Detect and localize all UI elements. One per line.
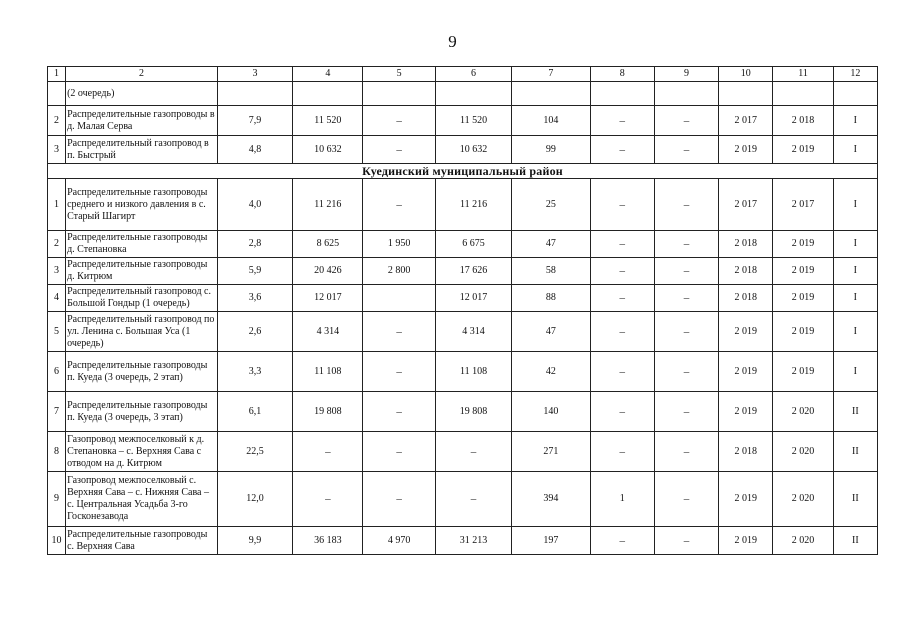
table-row (48, 472, 878, 527)
value-cell: – (590, 527, 654, 555)
value-cell: – (654, 136, 718, 164)
column-header: 10 (719, 67, 773, 82)
value-cell: – (363, 392, 435, 432)
value-cell: 1 (590, 472, 654, 527)
row-number-cell: 8 (48, 432, 66, 472)
value-cell: 88 (512, 285, 590, 312)
value-cell: I (833, 231, 877, 258)
value-cell: 2 017 (719, 179, 773, 231)
value-cell: – (590, 312, 654, 352)
value-cell: – (654, 472, 718, 527)
value-cell: 104 (512, 106, 590, 136)
object-name-cell: Распределительные газопроводы с. Верхняя Сава (66, 527, 218, 555)
table-row (48, 179, 878, 231)
header-row (48, 67, 878, 82)
value-cell: I (833, 136, 877, 164)
value-cell: 2 018 (719, 231, 773, 258)
value-cell: 8 625 (293, 231, 363, 258)
value-cell: 2 018 (773, 106, 833, 136)
value-cell: 2 019 (719, 392, 773, 432)
value-cell: 12,0 (217, 472, 292, 527)
row-number-cell: 4 (48, 285, 66, 312)
value-cell: 12 017 (293, 285, 363, 312)
value-cell: 3,6 (217, 285, 292, 312)
row-number-cell: 3 (48, 136, 66, 164)
value-cell: I (833, 312, 877, 352)
value-cell: 36 183 (293, 527, 363, 555)
value-cell: 2 019 (773, 136, 833, 164)
table-row (48, 258, 878, 285)
value-cell: 31 213 (435, 527, 511, 555)
object-name-cell: Распределительные газопроводы в д. Малая Серва (66, 106, 218, 136)
value-cell: – (590, 392, 654, 432)
value-cell: 4,8 (217, 136, 292, 164)
column-header: 11 (773, 67, 833, 82)
row-number-cell: 6 (48, 352, 66, 392)
value-cell: 2 019 (719, 352, 773, 392)
value-cell: 25 (512, 179, 590, 231)
column-header: 4 (293, 67, 363, 82)
value-cell: 2,6 (217, 312, 292, 352)
table-row (48, 312, 878, 352)
value-cell: 2 019 (773, 258, 833, 285)
object-name-cell: Распределительные газопроводы д. Степановка (66, 231, 218, 258)
value-cell (363, 82, 435, 106)
column-header: 12 (833, 67, 877, 82)
value-cell: 42 (512, 352, 590, 392)
value-cell: 2 018 (719, 285, 773, 312)
column-header: 2 (66, 67, 218, 82)
value-cell (833, 82, 877, 106)
value-cell: 10 632 (293, 136, 363, 164)
value-cell (435, 82, 511, 106)
row-number-cell: 1 (48, 179, 66, 231)
value-cell: – (435, 432, 511, 472)
value-cell: 11 216 (293, 179, 363, 231)
value-cell: 11 216 (435, 179, 511, 231)
value-cell: 4 314 (435, 312, 511, 352)
value-cell: 4 314 (293, 312, 363, 352)
value-cell: II (833, 472, 877, 527)
table-row (48, 527, 878, 555)
value-cell: 197 (512, 527, 590, 555)
value-cell: I (833, 179, 877, 231)
value-cell: – (363, 432, 435, 472)
table-row (48, 432, 878, 472)
column-header: 6 (435, 67, 511, 82)
value-cell: 11 108 (435, 352, 511, 392)
value-cell: II (833, 392, 877, 432)
row-number-cell: 2 (48, 231, 66, 258)
section-title: Куединский муниципальный район (48, 164, 878, 179)
table-row (48, 231, 878, 258)
value-cell: 2,8 (217, 231, 292, 258)
value-cell: – (293, 472, 363, 527)
value-cell: – (654, 106, 718, 136)
value-cell: 9,9 (217, 527, 292, 555)
value-cell: – (654, 231, 718, 258)
object-name-cell: Газопровод межпоселковый к д. Степановка – с. Верхняя Сава с отводом на д. Китрюм (66, 432, 218, 472)
page-number: 9 (448, 32, 457, 51)
column-header: 9 (654, 67, 718, 82)
object-name-cell: Распределительный газопровод по ул. Ленина с. Большая Уса (1 очередь) (66, 312, 218, 352)
value-cell: 2 019 (773, 285, 833, 312)
object-name-cell: Газопровод межпоселковый с. Верхняя Сава – с. Нижняя Сава – с. Центральная Усадьба 3-го Госконезавода (66, 472, 218, 527)
row-number-cell: 7 (48, 392, 66, 432)
value-cell: 2 018 (719, 258, 773, 285)
table-row (48, 136, 878, 164)
object-name-cell: Распределительный газопровод в п. Быстрый (66, 136, 218, 164)
value-cell: 4 970 (363, 527, 435, 555)
value-cell: – (363, 106, 435, 136)
row-number-cell: 10 (48, 527, 66, 555)
value-cell (590, 82, 654, 106)
value-cell: – (590, 432, 654, 472)
value-cell: 19 808 (435, 392, 511, 432)
object-name-cell: Распределительный газопровод с. Большой Гондыр (1 очередь) (66, 285, 218, 312)
value-cell: II (833, 527, 877, 555)
value-cell: I (833, 258, 877, 285)
value-cell: – (654, 392, 718, 432)
value-cell: 140 (512, 392, 590, 432)
value-cell: 2 019 (719, 312, 773, 352)
value-cell: – (590, 352, 654, 392)
row-number-cell (48, 82, 66, 106)
table-row (48, 106, 878, 136)
value-cell: – (654, 179, 718, 231)
value-cell: 271 (512, 432, 590, 472)
value-cell: I (833, 106, 877, 136)
table-row (48, 352, 878, 392)
value-cell: – (590, 136, 654, 164)
value-cell: – (435, 472, 511, 527)
value-cell: – (590, 285, 654, 312)
value-cell (293, 82, 363, 106)
value-cell: 394 (512, 472, 590, 527)
row-number-cell: 5 (48, 312, 66, 352)
row-number-cell: 2 (48, 106, 66, 136)
value-cell: 2 020 (773, 392, 833, 432)
value-cell: 22,5 (217, 432, 292, 472)
value-cell: 2 019 (773, 352, 833, 392)
value-cell: 5,9 (217, 258, 292, 285)
value-cell: – (654, 312, 718, 352)
value-cell: – (363, 179, 435, 231)
value-cell: 6,1 (217, 392, 292, 432)
value-cell: – (654, 285, 718, 312)
value-cell: 11 520 (435, 106, 511, 136)
value-cell: 11 108 (293, 352, 363, 392)
column-header: 8 (590, 67, 654, 82)
section-header-row (48, 164, 878, 179)
value-cell: 2 018 (719, 432, 773, 472)
value-cell: 2 019 (719, 472, 773, 527)
value-cell: 17 626 (435, 258, 511, 285)
row-number-cell: 3 (48, 258, 66, 285)
value-cell (719, 82, 773, 106)
value-cell: 10 632 (435, 136, 511, 164)
value-cell: 3,3 (217, 352, 292, 392)
value-cell: – (363, 136, 435, 164)
value-cell: 2 019 (719, 136, 773, 164)
value-cell: – (363, 472, 435, 527)
value-cell: – (363, 312, 435, 352)
value-cell: I (833, 352, 877, 392)
value-cell: 47 (512, 231, 590, 258)
object-name-cell: (2 очередь) (66, 82, 218, 106)
value-cell: I (833, 285, 877, 312)
value-cell: – (654, 352, 718, 392)
value-cell: – (654, 527, 718, 555)
value-cell: – (590, 258, 654, 285)
value-cell: 11 520 (293, 106, 363, 136)
value-cell: 12 017 (435, 285, 511, 312)
value-cell: 2 020 (773, 472, 833, 527)
column-header: 7 (512, 67, 590, 82)
column-header: 3 (217, 67, 292, 82)
value-cell: 47 (512, 312, 590, 352)
value-cell: – (654, 258, 718, 285)
value-cell: – (363, 352, 435, 392)
value-cell (512, 82, 590, 106)
object-name-cell: Распределительные газопроводы п. Куеда (3 очередь, 3 этап) (66, 392, 218, 432)
value-cell: 1 950 (363, 231, 435, 258)
value-cell: 20 426 (293, 258, 363, 285)
table-row (48, 285, 878, 312)
value-cell: 2 019 (773, 231, 833, 258)
value-cell: 99 (512, 136, 590, 164)
value-cell: 6 675 (435, 231, 511, 258)
value-cell: – (293, 432, 363, 472)
row-number-cell: 9 (48, 472, 66, 527)
column-header: 1 (48, 67, 66, 82)
value-cell: II (833, 432, 877, 472)
value-cell: 7,9 (217, 106, 292, 136)
object-name-cell: Распределительные газопроводы д. Китрюм (66, 258, 218, 285)
value-cell: 2 020 (773, 432, 833, 472)
column-header: 5 (363, 67, 435, 82)
object-name-cell: Распределительные газопроводы п. Куеда (3 очередь, 2 этап) (66, 352, 218, 392)
value-cell: 2 019 (773, 312, 833, 352)
table-row (48, 82, 878, 106)
value-cell: 2 020 (773, 527, 833, 555)
value-cell: 2 019 (719, 527, 773, 555)
value-cell: – (654, 432, 718, 472)
gas-pipelines-table (47, 66, 878, 555)
value-cell (654, 82, 718, 106)
value-cell: 2 017 (773, 179, 833, 231)
object-name-cell: Распределительные газопроводы среднего и низкого давления в с. Старый Шагирт (66, 179, 218, 231)
value-cell: 2 800 (363, 258, 435, 285)
value-cell (363, 285, 435, 312)
value-cell: – (590, 179, 654, 231)
value-cell: 19 808 (293, 392, 363, 432)
table-row (48, 392, 878, 432)
value-cell: 4,0 (217, 179, 292, 231)
value-cell (773, 82, 833, 106)
value-cell: 58 (512, 258, 590, 285)
value-cell: – (590, 106, 654, 136)
value-cell: 2 017 (719, 106, 773, 136)
value-cell: – (590, 231, 654, 258)
value-cell (217, 82, 292, 106)
